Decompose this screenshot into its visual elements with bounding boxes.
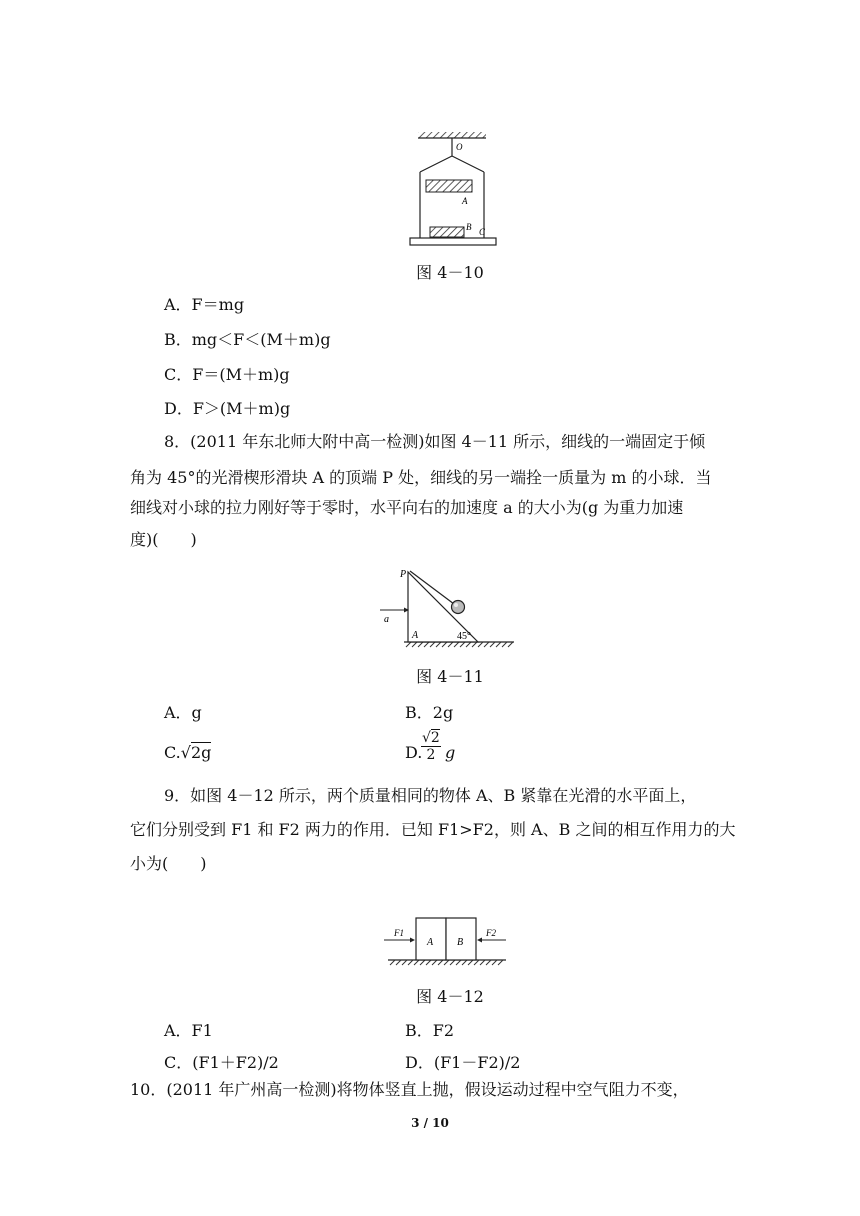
q8-option-d-den: 2: [426, 747, 436, 763]
label-b: B: [466, 222, 472, 232]
q8-option-c: [164, 743, 211, 762]
block-b: [430, 227, 464, 237]
page-number: 3 / 10: [411, 1116, 449, 1130]
figure-4-11-caption: 图 4－11: [416, 667, 484, 686]
q8-line-2: 角为 45°的光滑楔形滑块 A 的顶端 P 处，细线的另一端拴一质量为 m 的小球．当: [130, 468, 712, 487]
q9-line-2: 它们分别受到 F1 和 F2 两力的作用．已知 F1>F2，则 A、B 之间的相互作用力的大: [130, 820, 736, 839]
q8-option-c-prefix: C.: [164, 743, 181, 762]
option-d: [164, 396, 290, 419]
label-base-a: A: [412, 630, 419, 641]
figure-4-12-caption: 图 4－12: [416, 987, 484, 1006]
figure-4-10-caption: 图 4－10: [416, 263, 484, 282]
option-d-text: D．F＞(M＋m)g: [164, 399, 291, 418]
option-a: [164, 292, 244, 315]
label-p: P: [400, 569, 407, 580]
label-f1: F1: [394, 928, 404, 938]
q9-line-3: 小为( ): [130, 854, 207, 873]
q8-option-d-prefix: D.: [405, 743, 423, 762]
figure-4-12: [380, 912, 510, 970]
block-a: [426, 180, 472, 192]
q8-option-d-num: 2: [430, 730, 440, 746]
q10-line-1: 10．(2011 年广州高一检测)将物体竖直上抛，假设运动过程中空气阻力不变，: [130, 1080, 689, 1099]
q8-option-a: A．g: [164, 703, 202, 722]
label-a: A: [462, 196, 468, 206]
q9-line-1: 9．如图 4－12 所示，两个质量相同的物体 A、B 紧靠在光滑的水平面上，: [164, 786, 697, 805]
label-o: O: [456, 142, 463, 152]
option-b-text: B．mg＜F＜(M＋m)g: [164, 330, 331, 349]
ceiling-hatch: [418, 132, 486, 138]
label-c: C: [479, 227, 486, 237]
figure-4-11: [370, 562, 518, 652]
frame-top: [420, 156, 484, 172]
option-c: [164, 362, 290, 385]
label-a: a: [384, 614, 389, 625]
label-a: A: [427, 937, 434, 948]
option-b: [164, 327, 331, 350]
label-angle: 45°: [457, 631, 471, 642]
q8-line-1: 8．(2011 年东北师大附中高一检测)如图 4－11 所示，细线的一端固定于倾: [164, 432, 706, 451]
q8-option-d-tail: g: [445, 743, 456, 762]
option-a-text: A．F＝mg: [164, 295, 245, 314]
q8-option-b: B．2g: [405, 703, 454, 722]
ball: [452, 601, 465, 614]
q9-option-b: B．F2: [405, 1021, 455, 1040]
sqrt-symbol: √: [180, 743, 191, 762]
q8-line-3: 细线对小球的拉力刚好等于零时，水平向右的加速度 a 的大小为(g 为重力加速: [130, 498, 684, 517]
base-plate: [410, 238, 496, 245]
q9-option-d: D．(F1－F2)/2: [405, 1053, 521, 1072]
sqrt-symbol-small: √: [422, 730, 431, 746]
q9-option-c: C．(F1＋F2)/2: [164, 1053, 279, 1072]
q8-option-c-value: 2g: [190, 743, 212, 762]
q8-line-4: 度)( ): [130, 530, 197, 549]
q8-option-d-fraction: [421, 730, 441, 763]
label-b: B: [457, 937, 464, 948]
option-c-text: C．F＝(M＋m)g: [164, 365, 290, 384]
q9-option-a: A．F1: [164, 1021, 213, 1040]
label-f2: F2: [486, 928, 496, 938]
figure-4-10: [400, 128, 530, 250]
